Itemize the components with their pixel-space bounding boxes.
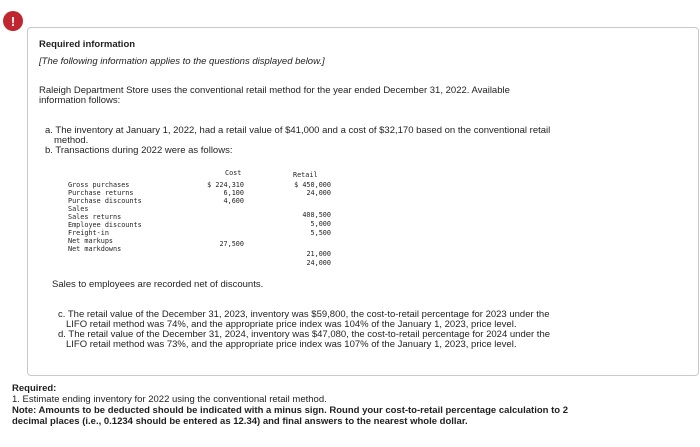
- col-header-cost: Cost: [225, 169, 242, 177]
- required-heading: Required:: [12, 383, 57, 394]
- table-retail-value: 408,500: [302, 211, 331, 219]
- required-note-line-2: decimal places (i.e., 0.1234 should be entered as 12.34) and final answers to the nearest whole dollar.: [12, 416, 468, 427]
- item-a-line-1: a. The inventory at January 1, 2022, had a retail value of $41,000 and a cost of $32,170 based on the conventional retail: [45, 125, 551, 136]
- panel-subtitle: [The following information applies to the questions displayed below.]: [39, 56, 325, 67]
- item-c-line-2: LIFO retail method was 74%, and the appropriate price index was 104% of the January 1, 2023, price level.: [66, 319, 517, 330]
- table-cost-value: 27,500: [219, 240, 244, 248]
- table-row-label: Gross purchases: [68, 181, 130, 189]
- table-cost-value: 4,600: [223, 197, 244, 205]
- table-retail-value: 24,000: [306, 259, 331, 267]
- required-information-panel: [27, 27, 699, 376]
- table-row-label: Employee discounts: [68, 221, 142, 229]
- item-b: b. Transactions during 2022 were as follows:: [45, 145, 233, 156]
- table-row-label: Sales returns: [68, 213, 122, 221]
- intro-line-2: information follows:: [39, 95, 121, 106]
- table-row-label: Freight-in: [68, 229, 109, 237]
- note-sales-to-employees: Sales to employees are recorded net of discounts.: [52, 279, 264, 290]
- table-retail-value: $ 450,000: [294, 181, 331, 189]
- intro-line-1: Raleigh Department Store uses the conventional retail method for the year ended December 31, 2022. Available: [39, 85, 510, 96]
- item-d-line-2: LIFO retail method was 73%, and the appropriate price index was 107% of the January 1, 2023, price level.: [66, 339, 517, 350]
- transactions-table: [68, 169, 348, 269]
- alert-icon: !: [3, 11, 23, 31]
- item-a-line-2: method.: [54, 135, 89, 146]
- col-header-retail: Retail: [293, 171, 318, 179]
- table-row-label: Net markups: [68, 237, 114, 245]
- table-retail-value: 21,000: [306, 250, 331, 258]
- table-row-label: Sales: [68, 205, 89, 213]
- table-row-label: Net markdowns: [68, 245, 122, 253]
- table-cost-value: $ 224,310: [207, 181, 244, 189]
- table-row-label: Purchase discounts: [68, 197, 142, 205]
- panel-title: Required information: [39, 39, 136, 50]
- table-retail-value: 24,000: [306, 189, 331, 197]
- required-section: [12, 383, 568, 427]
- item-c-line-1: c. The retail value of the December 31, 2023, inventory was $59,800, the cost-to-retail percentage for 2023 under the: [58, 309, 550, 320]
- required-note-line-1: Note: Amounts to be deducted should be indicated with a minus sign. Round your cost-to-retail percentage calculation to 2: [12, 405, 568, 416]
- table-retail-value: 5,500: [310, 229, 331, 237]
- required-task: 1. Estimate ending inventory for 2022 using the conventional retail method.: [12, 394, 327, 405]
- table-cost-value: 6,100: [223, 189, 244, 197]
- item-d-line-1: d. The retail value of the December 31, 2024, inventory was $47,080, the cost-to-retail percentage for 2024 under the: [58, 329, 551, 340]
- table-row-label: Purchase returns: [68, 189, 134, 197]
- table-retail-value: 5,000: [310, 220, 331, 228]
